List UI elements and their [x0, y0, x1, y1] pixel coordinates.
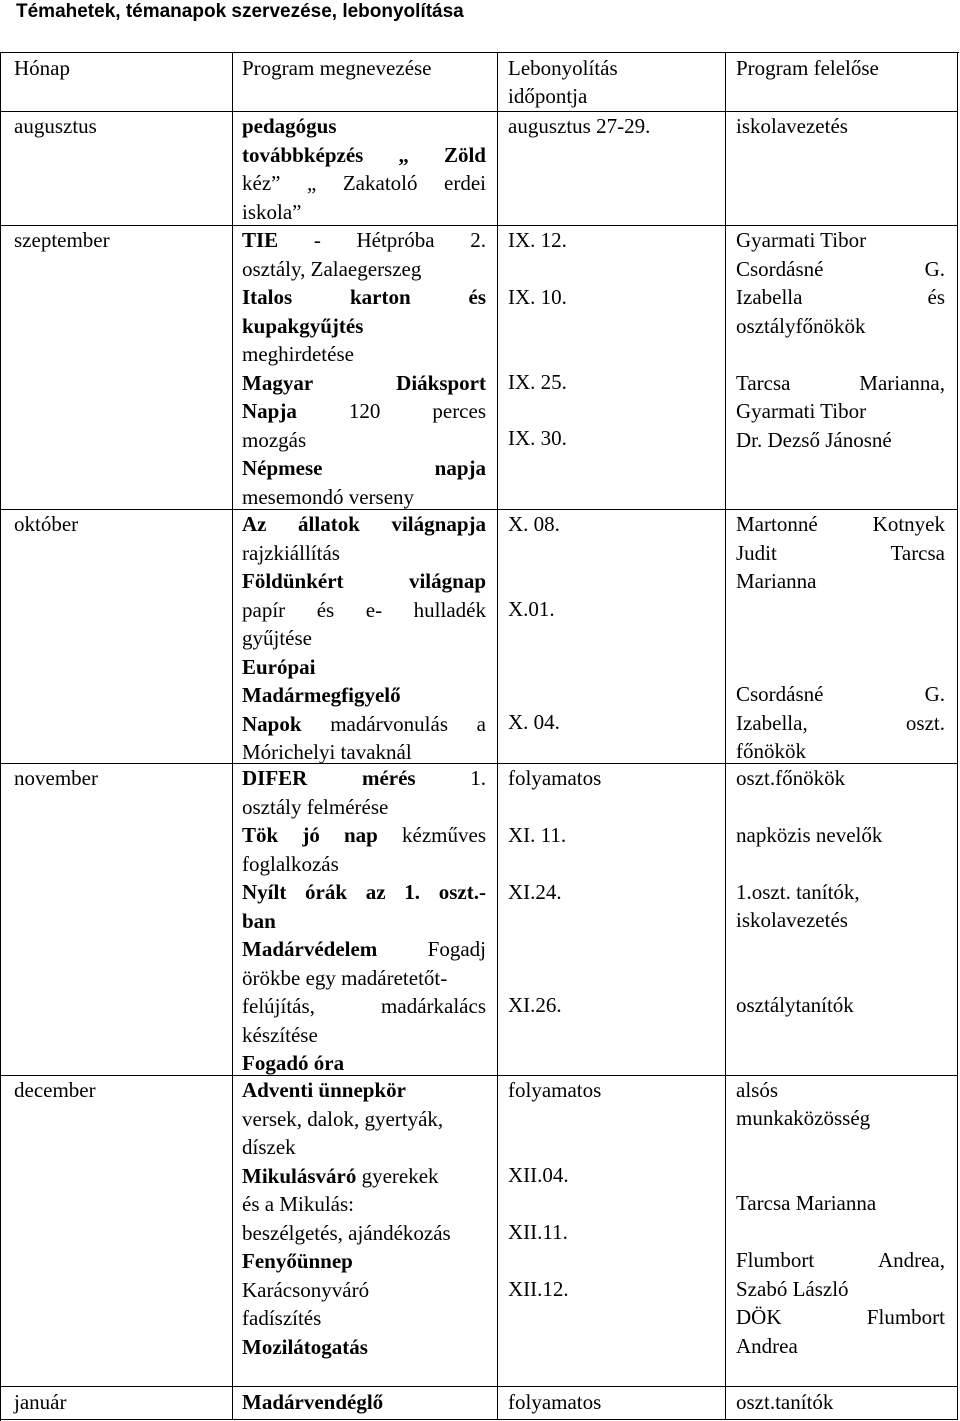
- program-line: [242, 878, 486, 907]
- program-january: Madárvendéglő: [242, 1390, 384, 1414]
- program-line: örökbe egy madáretetőt-: [242, 965, 448, 990]
- responsible-november-4: osztálytanítók: [736, 993, 854, 1017]
- program-line: [242, 454, 486, 483]
- program-bold: Fenyőünnep: [242, 1249, 353, 1273]
- program-line: [242, 1333, 486, 1362]
- responsible-line: Csordásné G.: [736, 256, 945, 281]
- program-bold: Adventi ünnepkör: [242, 1078, 406, 1102]
- program-bold: ban: [242, 908, 276, 933]
- program-line: mesemondó verseny: [242, 484, 415, 509]
- program-line: [242, 283, 486, 312]
- program-text: kézműves: [402, 823, 486, 847]
- row-divider: [0, 509, 958, 510]
- program-december: [242, 1076, 486, 1361]
- responsible-line: Tarcsa Marianna,: [736, 370, 945, 395]
- program-bold: Mozilátogatás: [242, 1334, 368, 1359]
- program-text: madárvonulás a: [330, 711, 486, 736]
- program-bold: továbbképzés „ Zöld: [242, 142, 486, 167]
- date-december-2: XII.04.: [508, 1163, 569, 1187]
- program-september: [242, 226, 486, 511]
- responsible-october-2: [736, 680, 945, 766]
- header-responsible: Program felelőse: [736, 56, 879, 80]
- responsible-line: Judit Tarcsa: [736, 540, 945, 565]
- date-october-1: X. 08.: [508, 512, 560, 536]
- program-line: [242, 397, 486, 426]
- responsible-line: Gyarmati Tibor: [736, 228, 867, 252]
- program-line: gyűjtése: [242, 626, 312, 650]
- month-october: október: [14, 512, 79, 536]
- date-october-2: X.01.: [508, 597, 555, 621]
- responsible-december-1b: munkaközösség: [736, 1106, 871, 1130]
- program-line: [242, 681, 486, 710]
- responsible-november-2: napközis nevelők: [736, 823, 883, 847]
- date-january: folyamatos: [508, 1390, 602, 1414]
- row-divider: [0, 1075, 958, 1076]
- program-bold: Népmese napja: [242, 456, 486, 480]
- program-line: osztály, Zalaegerszeg: [242, 256, 422, 281]
- program-line: Mórichelyi tavaknál: [242, 740, 412, 764]
- date-november-4: XI.26.: [508, 993, 562, 1017]
- program-text: Fogadj: [427, 937, 486, 961]
- program-november: [242, 764, 486, 1078]
- program-line: [242, 821, 486, 850]
- responsible-line: Csordásné G.: [736, 682, 945, 706]
- date-october-3: X. 04.: [508, 710, 560, 734]
- date-november-1: folyamatos: [508, 766, 602, 790]
- responsible-november-3: 1.oszt. tanítók,: [736, 880, 860, 904]
- program-line: versek, dalok, gyertyák,: [242, 1106, 444, 1131]
- program-october: [242, 510, 486, 767]
- date-september-2: IX. 10.: [508, 285, 567, 309]
- program-line: felújítás, madárkalács: [242, 994, 486, 1018]
- program-line: díszek: [242, 1135, 296, 1159]
- responsible-spacer: [736, 340, 945, 369]
- program-text: 120 perces: [348, 399, 486, 423]
- program-line: pedagógus: [242, 114, 337, 138]
- month-november: november: [14, 766, 98, 790]
- program-line: [242, 510, 486, 539]
- program-bold: Madárvédelem: [242, 937, 378, 961]
- header-date-line2: időpontja: [508, 84, 588, 108]
- program-text: - Hétpróba 2.: [313, 228, 486, 252]
- row-divider: [0, 225, 958, 226]
- program-bold: Madármegfigyelő: [242, 683, 401, 707]
- program-bold: Nyílt órák az 1. oszt.-: [242, 880, 486, 904]
- program-line: [242, 567, 486, 596]
- program-text: 1.: [470, 766, 486, 790]
- responsible-december-1: alsós: [736, 1078, 778, 1102]
- program-bold: Mikulásváró: [242, 1163, 357, 1188]
- month-december: december: [14, 1078, 96, 1102]
- program-line: és a Mikulás:: [242, 1192, 354, 1216]
- program-bold: Magyar Diáksport: [242, 370, 486, 395]
- row-divider: [0, 763, 958, 764]
- program-bold: Európai: [242, 654, 316, 679]
- responsible-line: Izabella és: [736, 285, 945, 309]
- row-divider: [0, 1386, 958, 1387]
- program-bold: Italos karton és: [242, 285, 486, 309]
- program-bold: kupakgyűjtés: [242, 313, 364, 338]
- responsible-november-1: oszt.főnökök: [736, 766, 846, 790]
- program-line: [242, 141, 486, 170]
- program-line: iskola”: [242, 199, 302, 224]
- responsible-line: főnökök: [736, 739, 806, 763]
- month-september: szeptember: [14, 228, 110, 252]
- program-line: [242, 312, 486, 341]
- program-line: osztály felmérése: [242, 794, 389, 819]
- month-august: augusztus: [14, 114, 97, 138]
- date-november-2: XI. 11.: [508, 823, 567, 847]
- header-month: Hónap: [14, 56, 70, 80]
- column-divider: [725, 52, 726, 1420]
- program-bold: DIFER mérés: [242, 766, 416, 790]
- column-divider: [497, 52, 498, 1420]
- responsible-line: Gyarmati Tibor: [736, 399, 867, 423]
- program-bold: Napok: [242, 711, 302, 736]
- program-line: rajzkiállítás: [242, 540, 340, 565]
- program-line: [242, 369, 486, 398]
- program-line: [242, 764, 486, 793]
- program-line: mozgás: [242, 427, 307, 452]
- program-line: papír és e- hulladék: [242, 597, 486, 622]
- date-september-3: IX. 25.: [508, 370, 567, 394]
- responsible-august: iskolavezetés: [736, 114, 848, 138]
- responsible-line: Szabó László: [736, 1276, 849, 1301]
- date-december-4: XII.12.: [508, 1277, 569, 1301]
- program-line: kéz” „ Zakatoló erdei: [242, 171, 486, 195]
- program-line: [242, 1049, 486, 1078]
- program-line: [242, 1162, 486, 1191]
- date-december-1: folyamatos: [508, 1078, 602, 1102]
- header-program: Program megnevezése: [242, 56, 432, 80]
- date-september-1: IX. 12.: [508, 228, 567, 252]
- program-line: beszélgetés, ajándékozás: [242, 1220, 451, 1245]
- program-line: foglalkozás: [242, 851, 339, 876]
- program-line: meghirdetése: [242, 342, 354, 366]
- row-divider: [0, 111, 958, 112]
- program-bold: Az állatok világnapja: [242, 512, 486, 536]
- responsible-line: Andrea: [736, 1333, 798, 1358]
- program-text: gyerekek: [361, 1163, 439, 1188]
- date-september-4: IX. 30.: [508, 426, 567, 450]
- header-date: Lebonyolítás: [508, 56, 618, 80]
- program-line: Karácsonyváró: [242, 1277, 370, 1302]
- program-line: készítése: [242, 1022, 318, 1047]
- month-january: január: [14, 1390, 67, 1414]
- date-december-3: XII.11.: [508, 1220, 568, 1244]
- program-bold: TIE: [242, 228, 279, 252]
- program-line: [242, 1247, 486, 1276]
- responsible-october: [736, 510, 945, 596]
- responsible-line: Flumbort Andrea,: [736, 1248, 945, 1272]
- program-line: [242, 907, 486, 936]
- column-divider: [232, 52, 233, 1420]
- program-line: [242, 935, 486, 964]
- program-line: [242, 1076, 486, 1105]
- responsible-january: oszt.tanítók: [736, 1390, 834, 1414]
- responsible-december-3: [736, 1246, 945, 1360]
- responsible-line: Marianna: [736, 569, 817, 593]
- responsible-line: osztályfőnökök: [736, 313, 866, 338]
- program-line: [242, 653, 486, 682]
- date-august: augusztus 27-29.: [508, 114, 651, 138]
- responsible-december-2: Tarcsa Marianna: [736, 1191, 877, 1215]
- program-line: fadíszítés: [242, 1306, 322, 1330]
- responsible-september: [736, 226, 945, 454]
- program-bold: Tök jó nap: [242, 823, 378, 847]
- responsible-line: Dr. Dezső Jánosné: [736, 427, 892, 452]
- responsible-line: Izabella, oszt.: [736, 710, 945, 735]
- program-august: [242, 112, 486, 226]
- responsible-november-3b: iskolavezetés: [736, 908, 848, 932]
- program-bold: Fogadó óra: [242, 1051, 345, 1075]
- responsible-line: Martonné Kotnyek: [736, 512, 945, 536]
- responsible-line: DÖK Flumbort: [736, 1305, 945, 1329]
- program-line: [242, 710, 486, 739]
- program-line: [242, 226, 486, 255]
- column-divider: [957, 52, 958, 1420]
- program-bold: Földünkért világnap: [242, 569, 486, 593]
- date-november-3: XI.24.: [508, 880, 562, 904]
- program-bold: Napja: [242, 399, 297, 423]
- page-title: Témahetek, témanapok szervezése, lebonyolítása: [16, 1, 464, 22]
